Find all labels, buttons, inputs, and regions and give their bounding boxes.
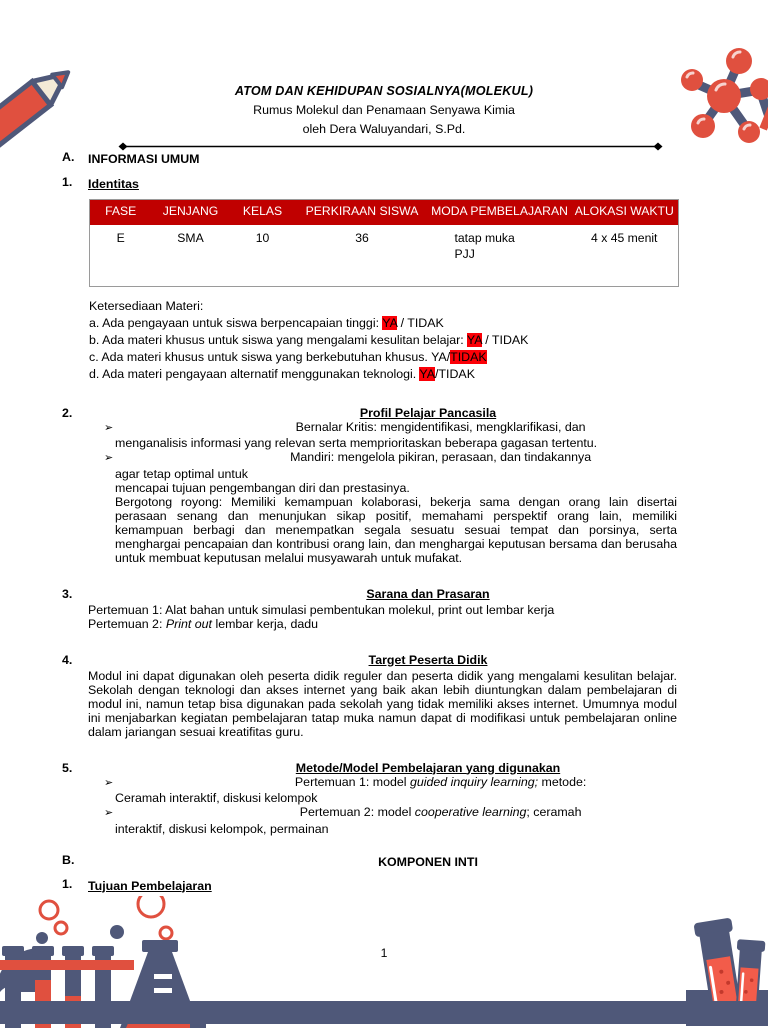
ketersediaan-materi-block — [89, 298, 678, 383]
item-d-post: /TIDAK — [435, 367, 475, 382]
item-a-post: / TIDAK — [397, 316, 444, 331]
profil-marker: 2. — [62, 405, 73, 420]
sarana-line-2 — [88, 617, 768, 631]
cell-fase: E — [90, 225, 152, 286]
metode-bullet-1 — [88, 775, 768, 792]
lab-equipment-icon — [0, 896, 206, 1028]
sarana-marker: 3. — [62, 586, 73, 601]
section-target-peserta-didik — [0, 653, 768, 739]
section-b-marker: B. — [62, 852, 75, 867]
profil-paragraph: Bergotong royong: Memiliki kemampuan kolaborasi, bekerja sama dengan orang lain disertai perasaan senang dan menunjukan sikap positif, memahami perspektif orang lain, memiliki kemampuan berbagi dan menempatkan segala sesuatu sesuai tempat dan porsinya, serta menghargai pencapaian dan kontribusi orang lain, dan menghargai keputusan bersama dan berusaha untuk membuat keputusan melalui musyawarah untuk mufakat. — [115, 494, 677, 565]
target-paragraph: Modul ini dapat digunakan oleh peserta didik reguler dan peserta didik yang mengalami kesulitan belajar. Sekolah dengan teknologi dan akses internet yang baik akan lebih diuntungkan dalam pembelajaran di modul ini, namun tetap bisa digunakan pada sekolah yang tidak memiliki akses internet. Umumnya modul ini menjabarkan kegiatan pembelajaran tatap muka namun dapat di modifikasi untuk pembelajaran online dalam jariangan sesuai kreatifitas guru. — [88, 668, 677, 739]
section-identitas — [0, 175, 768, 193]
title-divider — [118, 142, 663, 151]
profil-bullet-2-text: Mandiri: mengelola pikiran, perasaan, dan tindakannya — [290, 450, 592, 465]
section-b-label: KOMPONEN INTI — [378, 854, 478, 869]
section-metode-model — [0, 761, 768, 836]
metode-bullet-2 — [88, 805, 768, 822]
metode-b1-pre: Pertemuan 1: model — [294, 774, 410, 789]
metode-b2-post: ; ceramah — [526, 805, 582, 820]
cell-perkiraan-siswa: 36 — [296, 225, 429, 286]
test-tubes-icon — [686, 916, 768, 1026]
ketersediaan-item-c — [89, 349, 678, 365]
bullet-arrow-icon: ➢ — [104, 806, 114, 820]
profil-bullet-2 — [88, 450, 768, 467]
table-row — [90, 225, 679, 286]
cell-moda-line1: tatap muka — [454, 231, 515, 246]
item-a-pre: a. Ada pengayaan untuk siswa berpencapaian tinggi: — [89, 316, 383, 331]
col-header-perkiraan-siswa: PERKIRAAN SISWA — [296, 200, 429, 226]
cell-moda-pembelajaran — [429, 225, 571, 286]
sarana-line-2-italic: Print out — [165, 616, 212, 631]
item-b-pre: b. Ada materi khusus untuk siswa yang mengalami kesulitan belajar: — [89, 333, 467, 348]
title-block — [0, 0, 768, 136]
col-header-fase: FASE — [90, 200, 152, 226]
item-b-post: / TIDAK — [481, 333, 529, 348]
section-a-marker: A. — [62, 150, 75, 164]
page-author: oleh Dera Waluyandari, S.Pd. — [302, 122, 466, 136]
col-header-moda-pembelajaran: MODA PEMBELAJARAN — [429, 200, 571, 226]
profil-bullet-1-rest: menganalisis informasi yang relevan serta memprioritaskan beberapa gagasan tertentu. — [115, 436, 598, 451]
tujuan-label: Tujuan Pembelajaran — [88, 878, 212, 893]
metode-b1-italic: guided inquiry learning; — [409, 774, 539, 789]
section-b-komponen-inti — [0, 853, 768, 871]
metode-bullet-2-rest: interaktif, diskusi kelompok, permainan — [115, 821, 329, 836]
ketersediaan-heading: Ketersediaan Materi: — [89, 298, 204, 313]
cell-kelas: 10 — [230, 225, 296, 286]
cell-alokasi-waktu: 4 x 45 menit — [571, 225, 679, 286]
profil-bullet-1-text: Bernalar Kritis: mengidentifikasi, mengklarifikasi, dan — [295, 419, 586, 434]
identitas-label: Identitas — [88, 177, 139, 191]
section-sarana-prasaran — [0, 587, 768, 631]
sarana-heading: Sarana dan Prasaran — [366, 586, 490, 601]
col-header-kelas: KELAS — [230, 200, 296, 226]
page-subtitle: Rumus Molekul dan Penamaan Senyawa Kimia — [253, 103, 515, 117]
metode-marker: 5. — [62, 760, 73, 775]
footer-bar — [0, 1001, 768, 1024]
target-heading: Target Peserta Didik — [368, 652, 488, 667]
item-c-highlight: TIDAK — [450, 350, 487, 365]
profil-bullet-2-rest-line1: agar tetap optimal untuk — [115, 466, 248, 481]
item-d-pre: d. Ada materi pengayaan alternatif menggunakan teknologi. — [89, 367, 420, 382]
tujuan-marker: 1. — [62, 876, 73, 891]
metode-b1-post: metode: — [538, 774, 587, 789]
col-header-jenjang: JENJANG — [152, 200, 230, 226]
item-b-highlight: YA — [466, 333, 482, 348]
section-tujuan-pembelajaran — [0, 877, 768, 895]
metode-b2-pre: Pertemuan 2: model — [299, 805, 415, 820]
page-title: ATOM DAN KEHIDUPAN SOSIALNYA(MOLEKUL) — [234, 84, 534, 98]
profil-bullet-2-rest-line2: mencapai tujuan pengembangan diri dan prestasinya. — [115, 480, 410, 495]
ketersediaan-item-d — [89, 366, 678, 382]
ketersediaan-item-a — [89, 315, 678, 331]
item-c-pre: c. Ada materi khusus untuk siswa yang berkebutuhan khusus. YA/ — [89, 350, 451, 365]
bullet-arrow-icon: ➢ — [104, 775, 114, 789]
bullet-arrow-icon: ➢ — [104, 451, 114, 465]
target-marker: 4. — [62, 652, 73, 667]
section-profil-pelajar-pancasila — [0, 406, 768, 565]
page-number: 1 — [380, 946, 388, 960]
item-a-highlight: YA — [382, 316, 398, 331]
cell-moda-line2: PJJ — [454, 246, 475, 261]
metode-b2-italic: cooperative learning — [414, 805, 527, 820]
profil-bullet-1 — [88, 420, 768, 437]
sarana-line-2-post: lembar kerja, dadu — [212, 616, 319, 631]
sarana-line-2-pre: Pertemuan 2: — [88, 616, 166, 631]
metode-heading: Metode/Model Pembelajaran yang digunakan — [295, 760, 561, 775]
identitas-marker: 1. — [62, 175, 73, 189]
cell-jenjang: SMA — [152, 225, 230, 286]
metode-bullet-1-rest: Ceramah interaktif, diskusi kelompok — [115, 791, 318, 806]
section-a-informasi-umum — [0, 150, 768, 168]
bullet-arrow-icon: ➢ — [104, 420, 114, 434]
metode-bullet-2-text — [113, 805, 768, 819]
profil-heading: Profil Pelajar Pancasila — [359, 405, 497, 420]
ketersediaan-item-b — [89, 332, 678, 348]
table-header-row — [90, 200, 679, 226]
col-header-alokasi-waktu: ALOKASI WAKTU — [571, 200, 679, 226]
identitas-table — [89, 199, 679, 287]
item-d-highlight: YA — [419, 367, 436, 382]
section-a-label: INFORMASI UMUM — [88, 152, 200, 166]
sarana-line-1: Pertemuan 1: Alat bahan untuk simulasi pembentukan molekul, print out lembar kerja — [88, 602, 555, 617]
metode-bullet-1-text — [113, 775, 768, 789]
